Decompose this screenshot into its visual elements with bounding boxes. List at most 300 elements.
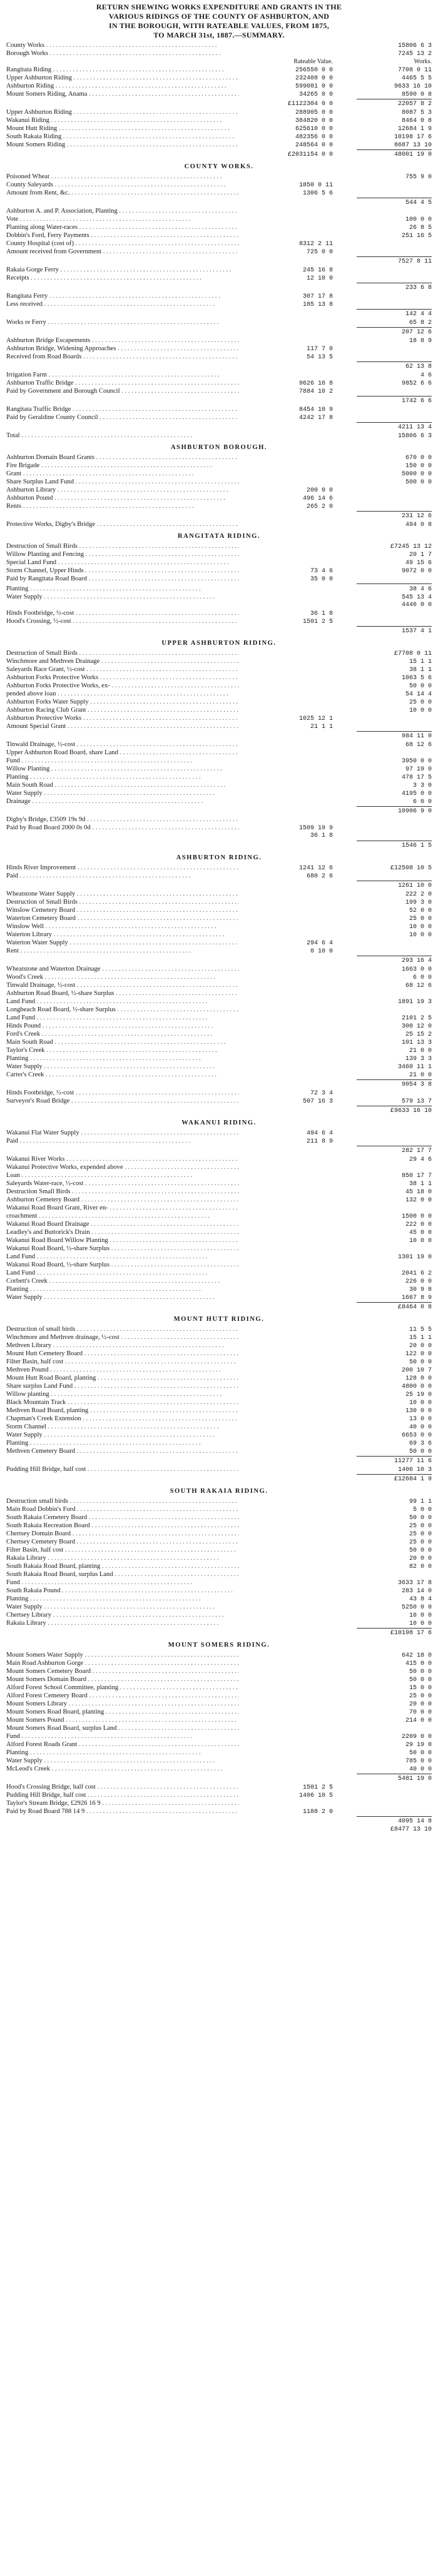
row-label: Rangitata Ferry . . (6, 292, 239, 300)
row-label: Dobbin's Ford, Ferry Payments . . (6, 231, 239, 240)
row-label: Wakanui Flat Water Supply . . (6, 1129, 239, 1137)
row-amount-right: 6 0 0 (412, 974, 432, 981)
row-label: County Saleyards . . (6, 181, 239, 189)
row-label: Rakaia Gorge Ferry . . (6, 266, 239, 274)
ledger-row (6, 141, 432, 149)
row-amount-right: 214 0 0 (405, 1717, 432, 1724)
row-label: South Rakaia Pound . . (6, 1587, 239, 1595)
row-label: Fund . . (6, 1732, 239, 1740)
row-label: Mount Somers Domain Board . . (6, 1675, 239, 1684)
ledger-row (6, 124, 432, 133)
document-heading (6, 3, 432, 40)
row-amount-right: 20 0 0 (409, 1343, 432, 1350)
row-label: Alford Forest School Committee, planting . . (6, 1684, 239, 1692)
row-label: Saleyards Water-race, ½-cost . . (6, 1179, 239, 1188)
row-amount-right: 30 9 8 (409, 1286, 432, 1293)
row-amount-right: 50 0 0 (409, 1547, 432, 1554)
row-amount-right: 54 14 4 (405, 691, 432, 698)
ledger-row (6, 1303, 432, 1311)
row-amount-right: 50 0 0 (409, 1750, 432, 1757)
ledger-row (6, 757, 432, 765)
ledger-row (6, 1245, 432, 1253)
row-amount-right: 38 4 6 (409, 586, 432, 593)
row-amount-left: 1241 12 6 (298, 865, 333, 872)
row-amount-right: 12684 1 9 (397, 126, 432, 133)
ledger-row (6, 674, 432, 682)
row-label: Paid by Road Board 788 14 9 . . (6, 1807, 239, 1816)
row-label: Mount Somers Road Board, planting . . (6, 1708, 239, 1716)
row-amount-right: 4 6 (420, 372, 432, 379)
row-amount-right: 6653 0 0 (401, 1432, 432, 1439)
row-amount-right: £10198 17 6 (390, 1630, 432, 1637)
row-amount-right: 38 1 1 (409, 1181, 432, 1188)
section-heading (6, 161, 432, 173)
ledger-row (6, 947, 432, 955)
row-label: South Rakaia Riding . . (6, 133, 239, 141)
row-amount-right: 222 2 0 (405, 891, 432, 898)
row-amount-left: 384820 0 0 (295, 118, 333, 124)
row-label: Mount Hutt Road Board, planting . . (6, 1374, 239, 1382)
row-label: Water Supply . . (6, 593, 239, 601)
ledger-row (6, 1692, 432, 1700)
row-amount-right: £8464 0 8 (397, 1304, 432, 1311)
ledger-row (6, 1097, 432, 1105)
row-amount-right: 142 4 4 (405, 311, 432, 318)
ledger-row (6, 1554, 432, 1562)
row-label: Wakanui Road Board Grant, River en- . . (6, 1204, 239, 1212)
row-label: Hinds River Improvement . . (6, 864, 239, 872)
row-label: Winchmore and Methven drainage, ½-cost . . (6, 1333, 239, 1341)
row-label: Water Supply . . (6, 1293, 239, 1301)
row-amount-right: 132 0 0 (405, 1197, 432, 1204)
ledger-row (6, 363, 432, 371)
row-amount-right: 15806 6 3 (397, 43, 432, 49)
row-amount-right: 579 13 7 (401, 1098, 432, 1105)
row-label: Methven Library . . (6, 1341, 239, 1350)
ledger-row (6, 842, 432, 850)
row-label: Filter Basin, half cost . . (6, 1546, 239, 1554)
row-label: Amount Special Grant . . (6, 722, 239, 730)
row-label: Wakanui River Works . . (6, 1155, 239, 1163)
ledger-row (6, 765, 432, 773)
ledger-row (6, 789, 432, 797)
ledger-row (6, 274, 432, 282)
ledger-row (6, 1513, 432, 1522)
ledger-row (6, 1651, 432, 1659)
row-label: Ashburton Racing Club Grant . . (6, 706, 239, 714)
ledger-row (6, 1269, 432, 1277)
ledger-row (6, 1137, 432, 1145)
row-label: Ashburton A. and P. Association, Planting . . (6, 207, 239, 215)
row-amount-right: £8477 13 10 (390, 1826, 432, 1833)
row-amount-right: 8087 5 3 (401, 109, 432, 116)
ledger-row (6, 432, 432, 440)
total-rule (357, 256, 432, 257)
ledger-row (6, 151, 432, 159)
ledger-row (6, 1629, 432, 1637)
row-amount-right: 199 3 0 (405, 899, 432, 906)
row-amount-right: 68 12 6 (405, 982, 432, 989)
row-label: Destruction small birds . . (6, 1497, 239, 1505)
row-label: Wheatstone Water Supply . . (6, 890, 239, 898)
total-rule (357, 396, 432, 397)
row-amount-right: 1667 8 9 (401, 1295, 432, 1301)
section-heading (6, 1486, 432, 1497)
row-amount-right: 8687 13 10 (394, 142, 432, 149)
ledger-row (6, 223, 432, 231)
row-amount-right: 9054 3 8 (401, 1081, 432, 1088)
ledger-row (6, 1570, 432, 1578)
row-amount-right: 15 1 1 (409, 1335, 432, 1341)
ledger-row (6, 740, 432, 749)
ledger-row (6, 41, 432, 49)
ledger-row (6, 453, 432, 462)
ledger-row (6, 1022, 432, 1030)
ledger-row (6, 998, 432, 1006)
row-amount-left: 599081 0 0 (295, 83, 333, 90)
row-amount-right: 544 4 5 (405, 200, 432, 206)
section-heading (6, 852, 432, 864)
ledger-row (6, 266, 432, 274)
row-label: Waterton Library . . (6, 931, 239, 939)
ledger-row (6, 593, 432, 601)
ledger-row (6, 649, 432, 657)
row-amount-right: 283 14 0 (401, 1588, 432, 1595)
row-label: Carter's Creek . . (6, 1071, 239, 1079)
total-rule (357, 806, 432, 807)
row-label: Ashburton Forks Protective Works, ex- . . (6, 682, 239, 690)
row-label: Methven Pound . . (6, 1366, 239, 1374)
ledger-row (6, 199, 432, 207)
row-label: Wakanui Road Board, ½-share Surplus . . (6, 1261, 239, 1269)
row-amount-right: 21 0 0 (409, 1072, 432, 1079)
ledger-row (6, 1562, 432, 1570)
total-rule (357, 1302, 432, 1303)
ledger-row (6, 1757, 432, 1765)
row-amount-left: 12 10 0 (306, 275, 333, 282)
row-amount-right: 670 0 0 (405, 455, 432, 462)
ledger-row (6, 240, 432, 248)
row-amount-right: 10 0 0 (409, 924, 432, 931)
row-label: Planting along Water-races . . (6, 223, 239, 231)
ledger-row (6, 627, 432, 635)
row-amount-right: 70 0 0 (409, 1709, 432, 1716)
row-amount-right: 25 15 2 (405, 1031, 432, 1038)
ledger-row (6, 318, 432, 326)
ledger-row (6, 74, 432, 82)
row-label: Water Supply . . (6, 1063, 239, 1071)
row-amount-right: 3633 17 8 (397, 1580, 432, 1587)
ledger-row (6, 965, 432, 973)
row-amount-right: 3950 0 0 (401, 758, 432, 765)
row-amount-right: 25 0 0 (409, 1523, 432, 1530)
ledger-row (6, 1325, 432, 1333)
ledger-row (6, 749, 432, 757)
row-amount-left: 680 2 6 (306, 873, 333, 880)
row-amount-right: 984 11 0 (401, 733, 432, 740)
ledger-row (6, 773, 432, 781)
row-amount-right: 150 0 0 (405, 463, 432, 470)
ledger-row (6, 284, 432, 292)
row-amount-left: 288905 0 0 (295, 109, 333, 116)
ledger-row (6, 906, 432, 914)
row-label: Storm Channel, Upper Hinds . . (6, 567, 239, 575)
row-label: Hinds Footbridge, ½-cost . . (6, 1089, 239, 1097)
row-label: Land Fund . . (6, 1269, 239, 1277)
row-label: Paid by Government and Borough Council . . (6, 387, 239, 395)
ledger-row (6, 1390, 432, 1398)
row-amount-left: 232408 0 0 (295, 75, 333, 82)
row-label: Hinds Footbridge, ½-cost . . (6, 609, 239, 617)
row-label: Ashburton Bridge, Widening Approaches . . (6, 345, 239, 353)
row-amount-left: £1122304 0 0 (287, 101, 333, 108)
row-label: Hood's Crossing, ½-cost . . (6, 617, 239, 625)
row-amount-right: 100 0 0 (405, 216, 432, 223)
section-title: RANGITATA RIDING. (177, 533, 261, 540)
row-label: Drainage . . (6, 797, 239, 806)
ledger-row (6, 1497, 432, 1505)
row-amount-right: 10 0 0 (409, 932, 432, 939)
row-label: Pudding Hill Bridge, half cost . . (6, 1465, 239, 1473)
row-amount-left: 200 0 0 (306, 487, 333, 494)
row-amount-left: 1509 19 9 (298, 825, 333, 832)
ledger-row (6, 1038, 432, 1046)
row-label: Water Supply . . (6, 1757, 239, 1765)
ledger-row (6, 1505, 432, 1513)
row-amount-right: 1742 6 6 (401, 398, 432, 405)
ledger-row (6, 939, 432, 947)
row-label: Paid by Road Board 2000 0s 0d . . (6, 824, 239, 832)
row-label: Mount Somers Riding . . (6, 141, 239, 149)
total-rule (357, 327, 432, 328)
row-amount-left: 0 10 0 (310, 948, 333, 955)
row-label: Mount Somers Riding, Anama . . (6, 90, 239, 98)
ledger-row (6, 413, 432, 422)
row-amount-left: 1188 2 0 (302, 1809, 333, 1816)
row-label: Alford Forest Cemetery Board . . (6, 1692, 239, 1700)
row-amount-right: 3 3 0 (412, 782, 432, 789)
row-label: Paid by Geraldine County Council . . (6, 413, 239, 422)
row-label: Wakanui Protective Works, expended above . . (6, 1163, 239, 1171)
heading-line: IN THE BOROUGH, WITH RATEABLE VALUES, FROM 1875, (108, 21, 330, 30)
row-amount-right: 222 0 0 (405, 1221, 432, 1228)
ledger-row (6, 173, 432, 181)
row-amount-right: £12684 1 9 (394, 1476, 432, 1483)
ledger-row (6, 207, 432, 215)
ledger-row (6, 657, 432, 665)
row-label: Ford's Creek . . (6, 1030, 239, 1038)
ledger-row (6, 1732, 432, 1740)
row-amount-right: 15 0 0 (409, 1685, 432, 1692)
row-label: County Works . . (6, 41, 239, 49)
ledger-row (6, 520, 432, 528)
ledger-row (6, 1030, 432, 1038)
row-amount-left: 294 6 4 (306, 940, 333, 947)
row-amount-left: 21 1 1 (310, 724, 333, 730)
row-amount-right: 22057 8 2 (397, 101, 432, 108)
row-label: Mount Somers Library . . (6, 1700, 239, 1708)
row-label: Taylor's Creek . . (6, 1046, 239, 1054)
ledger-row (6, 1196, 432, 1204)
ledger-row (6, 1147, 432, 1155)
ledger-row (6, 1350, 432, 1358)
row-amount-right: 1891 19 3 (397, 999, 432, 1006)
row-amount-left: 8454 10 9 (298, 407, 333, 413)
section-heading (6, 1640, 432, 1651)
row-label: Planting . . (6, 1054, 239, 1063)
ledger-row (6, 1431, 432, 1439)
section-heading (6, 442, 432, 453)
row-amount-right: 7527 8 11 (397, 258, 432, 265)
row-amount-right: 8590 0 8 (401, 91, 432, 98)
ledger-row (6, 1611, 432, 1619)
ledger-rows (6, 41, 432, 1834)
row-label: Paid by Rangitata Road Board . . (6, 575, 239, 583)
row-amount-right: 2209 0 0 (401, 1734, 432, 1740)
row-label: croachment . . (6, 1212, 239, 1220)
row-amount-right: 40 0 0 (409, 1424, 432, 1431)
row-label: Wakanui Road Board Drainage . . (6, 1220, 239, 1228)
row-amount-left: 211 8 9 (306, 1138, 333, 1145)
row-label: Wakanui Road Board Willow Planting . . (6, 1236, 239, 1245)
ledger-row (6, 1415, 432, 1423)
ledger-row (6, 462, 432, 470)
row-label: Ashburton Cemetery Board . . (6, 1196, 239, 1204)
row-amount-right: 25 0 0 (409, 1693, 432, 1700)
row-label: Longbeach Road Board, ½-share Surplus . . (6, 1006, 239, 1014)
row-label: Leadley's and Buttorick's Drain . . (6, 1228, 239, 1236)
ledger-row (6, 1423, 432, 1431)
row-amount-right: 200 10 7 (401, 1367, 432, 1374)
row-amount-right: 4095 14 8 (397, 1818, 432, 1825)
row-amount-left: 8312 2 11 (298, 241, 333, 248)
ledger-row (6, 405, 432, 413)
ledger-row (6, 1358, 432, 1366)
row-label: Rakaia Library . . (6, 1554, 239, 1562)
heading-line: VARIOUS RIDINGS OF THE COUNTY OF ASHBURTON, AND (108, 12, 330, 21)
ledger-row (6, 922, 432, 931)
ledger-row (6, 1171, 432, 1179)
row-amount-right: 29 4 6 (409, 1156, 432, 1163)
row-amount-right: 9852 6 6 (401, 380, 432, 387)
row-amount-left: 72 3 4 (310, 1090, 333, 1097)
row-amount-right: 99 1 1 (409, 1498, 432, 1505)
row-label: Upper Ashburton Riding . . (6, 108, 239, 116)
ledger-row (6, 1807, 432, 1816)
ledger-row (6, 1749, 432, 1757)
heading-line: RETURN SHEWING WORKS EXPENDITURE AND GRANTS IN THE (96, 3, 342, 11)
ledger-row (6, 1817, 432, 1826)
row-label: Land Fund . . (6, 1014, 239, 1022)
ledger-row (6, 989, 432, 998)
ledger-row (6, 797, 432, 806)
row-amount-right: 10 0 0 (409, 1400, 432, 1407)
row-amount-right: 10 0 0 (409, 707, 432, 714)
total-rule (357, 511, 432, 512)
row-amount-right: 2041 6 2 (401, 1270, 432, 1277)
row-amount-left: 36 1 8 (310, 832, 333, 839)
ledger-row (6, 1716, 432, 1724)
row-amount-left: 1501 2 5 (302, 619, 333, 625)
row-amount-right: 9633 16 10 (394, 83, 432, 90)
row-amount-right: 13 0 0 (409, 1416, 432, 1423)
row-label: Wheatstone and Waterton Drainage . . (6, 965, 239, 973)
row-amount-left: 494 6 4 (306, 1130, 333, 1137)
row-amount-right: 45 0 0 (409, 1230, 432, 1236)
row-amount-right: 139 3 3 (405, 1056, 432, 1063)
row-amount-right: 850 17 7 (401, 1173, 432, 1179)
row-label: Willow Planting . . (6, 765, 239, 773)
section-heading (6, 638, 432, 649)
row-amount-right: 10 0 0 (409, 1612, 432, 1619)
row-amount-right: £9633 16 10 (390, 1108, 432, 1114)
ledger-row (6, 1236, 432, 1245)
row-amount-right: 62 13 8 (405, 363, 432, 370)
row-label: Planting . . (6, 585, 239, 593)
row-label: Loan . . (6, 1171, 239, 1179)
ledger-row (6, 898, 432, 906)
row-amount-right: 29 19 0 (405, 1742, 432, 1749)
row-amount-right: 1663 0 0 (401, 966, 432, 973)
row-label: Planting . . (6, 773, 239, 781)
row-label: Waterton Cemetery Board . . (6, 914, 239, 922)
row-label: Receipts . . (6, 274, 239, 282)
ledger-row (6, 1667, 432, 1675)
row-label: Special Land Fund . . (6, 558, 239, 567)
row-label: Irrigation Farm . . (6, 371, 239, 379)
ledger-row (6, 558, 432, 567)
row-label: Saleyards Race Grant, ½-cost . . (6, 665, 239, 674)
row-amount-left: 265 2 0 (306, 503, 333, 510)
row-amount-left: Rateable Value. (293, 58, 333, 65)
ledger-row (6, 502, 432, 510)
row-amount-right: 282 17 7 (401, 1148, 432, 1154)
row-label: Protective Works, Digby's Bridge . . (6, 520, 239, 528)
row-amount-right: 25 0 0 (409, 699, 432, 706)
ledger-row (6, 423, 432, 432)
row-label: Share Surplus Land Fund . . (6, 478, 239, 486)
row-label: Main Road Ashburton Gorge . . (6, 1659, 239, 1667)
row-label: Less received . . (6, 300, 239, 308)
row-amount-right: 122 0 0 (405, 1351, 432, 1358)
total-rule (357, 1456, 432, 1457)
row-amount-right: 38 1 1 (409, 667, 432, 674)
ledger-row (6, 690, 432, 698)
row-amount-right: 4195 0 0 (401, 790, 432, 797)
row-label: Waterton Water Supply . . (6, 939, 239, 947)
ledger-row (6, 1285, 432, 1293)
ledger-row (6, 617, 432, 625)
ledger-row (6, 1382, 432, 1390)
row-amount-right: 8464 0 8 (401, 118, 432, 124)
row-amount-right: 20 0 0 (409, 1555, 432, 1562)
row-amount-left: 625610 0 0 (295, 126, 333, 133)
row-amount-right: 500 0 0 (405, 479, 432, 486)
row-label: Ashburton Riding . . (6, 82, 239, 90)
ledger-row (6, 1791, 432, 1799)
row-label: Rakaia Library . . (6, 1619, 239, 1627)
row-amount-left: 185 13 8 (302, 301, 333, 308)
total-rule (357, 731, 432, 732)
row-amount-right: 128 0 0 (405, 1375, 432, 1382)
row-amount-right: 415 0 0 (405, 1660, 432, 1667)
ledger-row (6, 1765, 432, 1773)
row-amount-right: 545 13 4 (401, 594, 432, 601)
row-label: Tinwald Drainage, ½-cost . . (6, 981, 239, 989)
row-label: Mount Somers Road Board, surplus Land . . (6, 1724, 239, 1732)
row-amount-right: 25 0 0 (409, 916, 432, 922)
row-label: Destruction Small Birds . . (6, 1188, 239, 1196)
